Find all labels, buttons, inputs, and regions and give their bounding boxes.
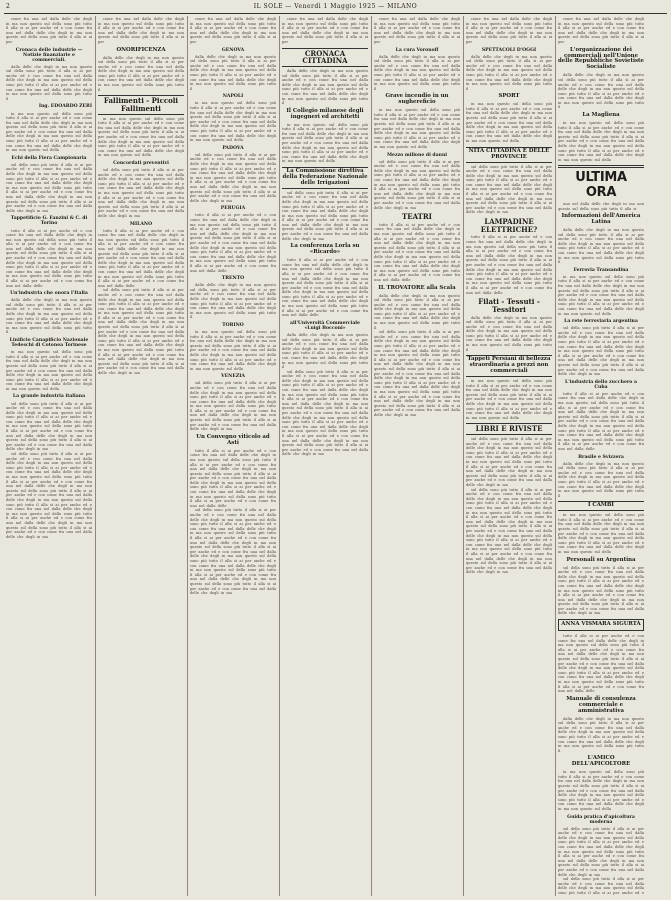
article-headline: Brasile e Svizzera xyxy=(578,454,624,460)
body-text xyxy=(558,228,644,265)
column-divider xyxy=(95,16,96,896)
article-headline: TRENTO xyxy=(221,276,245,282)
article-headline: Mezzo milione di danni xyxy=(386,152,448,158)
article-headline: LIBRI E RIVISTE xyxy=(466,423,552,435)
article-headline: NAPOLI xyxy=(222,94,244,100)
body-text xyxy=(282,333,368,370)
article-headline: ULTIMA ORA xyxy=(575,170,627,200)
body-text xyxy=(558,17,644,45)
body-text xyxy=(558,121,644,162)
body-text xyxy=(466,235,552,295)
article-headline: La conferenza Lorla su «Ricardo» xyxy=(290,243,360,256)
body-text xyxy=(558,877,644,896)
article-headline: SPORT xyxy=(498,93,520,100)
article-headline: Tappeti Persiani di bellezza straordinaria a prezzi non commerciali xyxy=(466,355,552,377)
body-text xyxy=(374,223,460,283)
body-text xyxy=(190,449,276,509)
column-3 xyxy=(190,17,276,896)
body-text xyxy=(466,379,552,420)
article-headline: Manuale di consulenza commerciale e amministrativa xyxy=(566,695,636,714)
body-text xyxy=(282,17,368,45)
column-divider xyxy=(463,16,464,896)
body-text xyxy=(98,117,184,158)
column-divider xyxy=(555,16,556,896)
column-4 xyxy=(282,17,368,896)
article-headline: L'organizzazione dei commerciali nell'Unione delle Repubbliche Sovietiste Socialiste xyxy=(558,46,644,71)
body-text xyxy=(466,437,552,488)
column-divider xyxy=(371,16,372,896)
article-headline: ONORIFICENZA xyxy=(116,46,166,53)
body-text xyxy=(558,717,644,754)
body-text xyxy=(190,55,276,92)
body-text xyxy=(558,634,644,694)
article-headline: La Commissione direttiva della Federazione Nazionale delle Irrigazioni xyxy=(282,167,368,189)
body-text xyxy=(466,102,552,143)
article-headline: GENOVA xyxy=(221,47,245,53)
article-headline: L'AMICO DELL'APICOLTORE xyxy=(571,755,631,768)
article-headline: Personali su Argentina xyxy=(566,556,636,563)
article-headline: Linificio Canapificio Nazionale Tedeschi di Cotonea Torinese xyxy=(9,338,89,349)
article-headline: PADOVA xyxy=(222,145,244,151)
text-line: Cronaca delle industrie — Notizie finanziarie e commerciali. xyxy=(15,47,83,63)
body-text xyxy=(282,258,368,318)
body-text xyxy=(558,326,644,377)
column-divider xyxy=(279,16,280,896)
body-text xyxy=(466,316,552,353)
body-text xyxy=(6,65,92,102)
body-text xyxy=(558,73,644,110)
article-headline: TEATRI xyxy=(402,212,432,222)
body-text xyxy=(6,402,92,453)
body-text xyxy=(558,513,644,554)
column-1 xyxy=(6,17,92,896)
body-text xyxy=(466,165,552,216)
column-7 xyxy=(558,17,644,896)
body-text xyxy=(374,17,460,45)
column-2 xyxy=(98,17,184,896)
body-text xyxy=(98,288,184,375)
body-text xyxy=(190,330,276,371)
article-headline: all'Università Commerciale «Luigi Bocconi» xyxy=(290,320,360,331)
body-text xyxy=(374,108,460,149)
body-text xyxy=(6,452,92,539)
body-text xyxy=(190,381,276,432)
running-header xyxy=(4,3,667,13)
body-text xyxy=(374,294,460,331)
column-6 xyxy=(466,17,552,896)
body-text xyxy=(466,55,552,92)
article-headline: SPETTACOLI D'OGGI xyxy=(481,47,537,53)
article-headline: VENEZIA xyxy=(221,374,245,380)
body-text xyxy=(190,213,276,273)
running-title: IL SOLE — Venerdì 1 Maggio 1925 — MILANO xyxy=(253,3,418,10)
body-text xyxy=(374,55,460,92)
body-text xyxy=(466,488,552,575)
article-headline: La rete ferroviaria argentina xyxy=(564,319,638,325)
double-rule xyxy=(558,165,644,168)
body-text xyxy=(6,229,92,289)
article-headline: Grave incendio in un sughereficio xyxy=(385,93,449,106)
article-headline: Guida pratica d'apicoltura moderna xyxy=(567,814,635,825)
column-5 xyxy=(374,17,460,896)
article-headline: Il Collegio milanese degli ingegneri ed architetti xyxy=(286,107,364,120)
body-text xyxy=(190,153,276,204)
body-text xyxy=(374,330,460,417)
body-text xyxy=(558,827,644,878)
body-text xyxy=(282,370,368,457)
body-text xyxy=(558,462,644,499)
body-text xyxy=(558,770,644,811)
body-text xyxy=(282,123,368,164)
advertisement: ANNA VISMARA SIGURTÀ xyxy=(558,619,644,631)
article-headline: NITA CITTADINA E DELLE PROVINCIE xyxy=(466,147,552,163)
article-headline: TORINO xyxy=(222,322,244,328)
article-headline: MILANO xyxy=(129,221,153,227)
article-headline: PERUGIA xyxy=(220,206,246,212)
body-text xyxy=(558,392,644,452)
body-text xyxy=(190,17,276,45)
body-text xyxy=(98,168,184,219)
article-headline: LAMPADINE ELETTRICHE? xyxy=(480,217,538,234)
body-text xyxy=(190,101,276,142)
body-text xyxy=(98,229,184,289)
header-rule xyxy=(4,13,667,14)
article-headline: Echi della Fiera Campionaria xyxy=(11,155,87,161)
body-text xyxy=(98,17,184,45)
page-number: 2 xyxy=(6,3,11,10)
article-headline: CRONACA CITTADINA xyxy=(282,48,368,67)
article-headline: Un Convegno viticolo ad Asti xyxy=(196,433,270,446)
article-headline: La cura Voronoff xyxy=(395,47,439,53)
body-text xyxy=(558,202,644,211)
article-headline: Fallimenti - Piccoli Fallimenti xyxy=(98,95,184,114)
article-headline: Ferrovia Transandina xyxy=(573,267,629,273)
article-headline: L'industria dello zucchero a Cuba xyxy=(565,379,637,390)
body-text xyxy=(190,508,276,595)
article-headline: I CAMBI xyxy=(558,501,644,511)
body-text xyxy=(190,283,276,320)
body-text xyxy=(6,350,92,391)
article-headline: Concordati preventivi xyxy=(113,160,169,166)
article-headline: Informazioni dell'America Latina xyxy=(561,213,641,226)
article-headline: Un'industria che onora l'Italia xyxy=(10,291,88,297)
article-headline: La grande industria italiana xyxy=(12,394,86,400)
article-headline: Filati - Tessuti - Tessitori xyxy=(478,297,540,314)
body-text xyxy=(6,17,92,45)
byline: Ing. EDOARDO ZERI xyxy=(38,104,92,110)
body-text xyxy=(6,163,92,214)
article-headline: Tappetificio G. Fanzini & C. di Torino xyxy=(10,216,88,227)
body-text xyxy=(466,17,552,45)
column-divider xyxy=(187,16,188,896)
body-text xyxy=(282,69,368,106)
body-text xyxy=(98,56,184,93)
body-text xyxy=(558,275,644,316)
body-text xyxy=(282,191,368,242)
article-headline: La Magliena xyxy=(582,112,620,119)
body-text xyxy=(6,298,92,335)
body-text xyxy=(374,160,460,211)
body-text xyxy=(558,566,644,617)
body-text xyxy=(6,112,92,153)
article-headline: IL TROVATORE alla Scala xyxy=(378,284,456,291)
